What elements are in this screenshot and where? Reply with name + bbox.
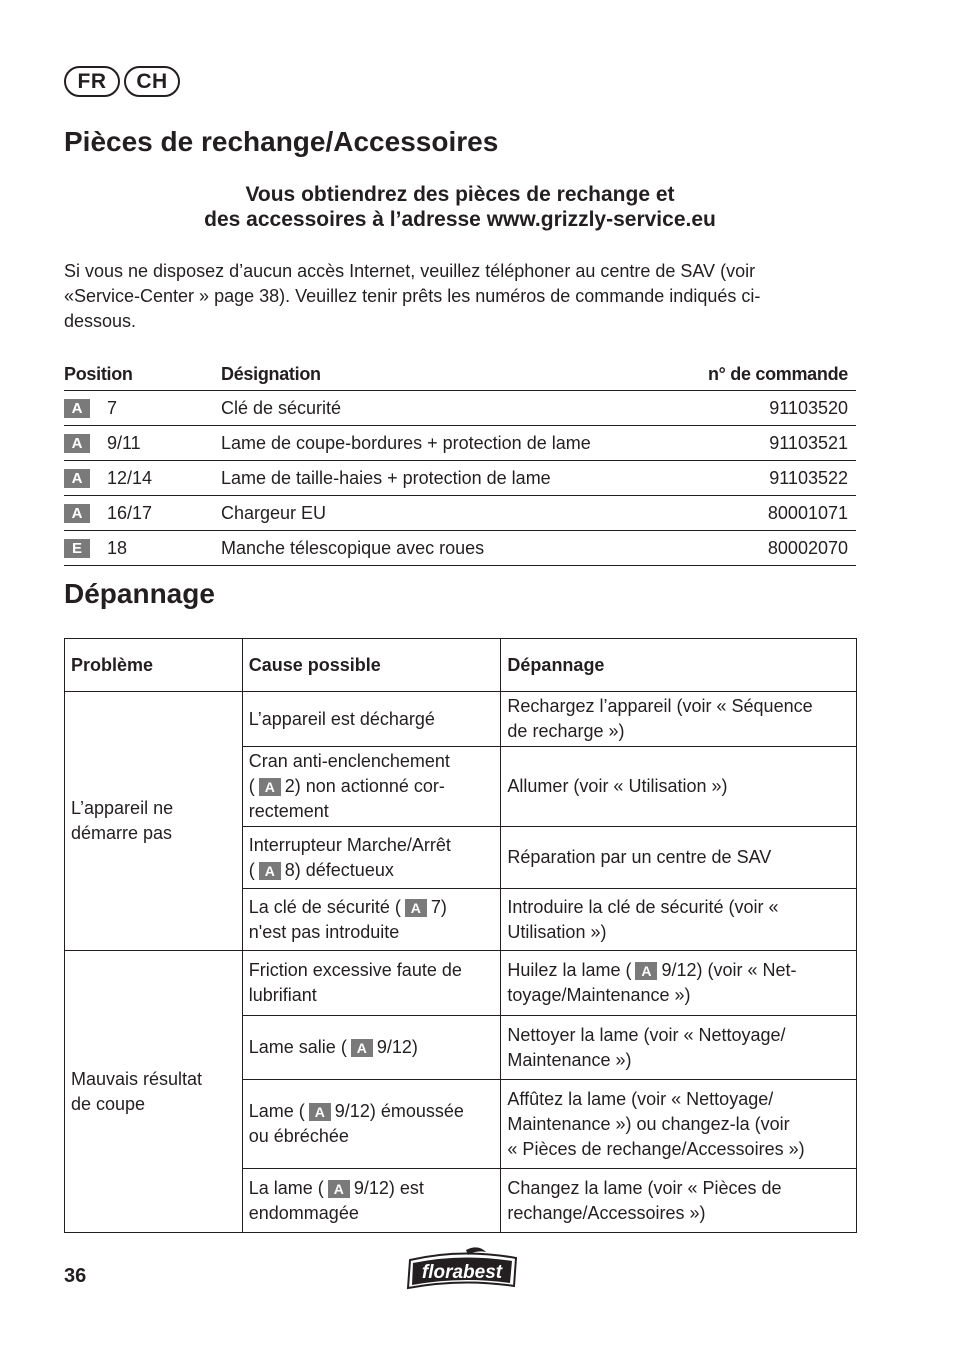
problem-line: Mauvais résultat [71, 1068, 203, 1089]
figure-tag: E [64, 539, 90, 558]
remedy-cell [501, 1016, 857, 1080]
cause-line: Interrupteur Marche/Arrêt [248, 834, 451, 855]
remedy-line: Rechargez l’appareil (voir « Séquence [507, 696, 813, 716]
figure-tag: A [309, 1103, 331, 1121]
parts-table [64, 358, 856, 566]
cause-line: Cran anti-enclenchement [248, 751, 450, 771]
lang-badge-ch: CH [124, 66, 180, 97]
page-number: 36 [64, 1265, 87, 1287]
header-problem: Problème [65, 639, 243, 692]
remedy-line: Maintenance ») ou changez-la (voir [507, 1113, 790, 1134]
troubleshooting-title: Dépannage [64, 578, 215, 609]
logo-text: florabest [421, 1262, 503, 1283]
problem-cell [65, 951, 243, 1233]
cause-line: La lame ( A 9/12) est [248, 1177, 424, 1198]
cause-line: La clé de sécurité ( A 7) [248, 896, 447, 917]
lang-badge-fr: FR [64, 66, 120, 97]
remedy-line: Allumer (voir « Utilisation ») [507, 776, 728, 796]
figure-tag: A [635, 962, 657, 980]
figure-tag: A [328, 1180, 350, 1198]
row-order-number: 91103522 [769, 467, 848, 488]
remedy-cell [501, 1169, 857, 1233]
cause-cell [242, 1016, 501, 1080]
table-row [65, 951, 857, 1016]
cause-line: Lame ( A 9/12) émoussée [248, 1101, 464, 1121]
figure-tag: A [64, 434, 90, 453]
remedy-line: Affûtez la lame (voir « Nettoyage/ [507, 1088, 774, 1109]
header-cause: Cause possible [242, 639, 501, 692]
row-position: 18 [107, 537, 128, 558]
figure-tag: A [259, 778, 281, 796]
row-position: 16/17 [107, 502, 153, 523]
cause-line: endommagée [248, 1202, 359, 1223]
figure-tag: A [259, 862, 281, 880]
parts-subtitle [64, 182, 856, 232]
remedy-cell [501, 889, 857, 951]
remedy-line: toyage/Maintenance ») [507, 985, 691, 1005]
remedy-line: Huilez la lame ( A 9/12) (voir « Net- [507, 960, 797, 980]
row-position: 12/14 [107, 467, 153, 488]
figure-tag: A [351, 1039, 373, 1057]
subtitle-line: Vous obtiendrez des pièces de rechange et [245, 183, 675, 206]
subtitle-line: des accessoires à l’adresse www.grizzly-service.eu [204, 208, 716, 231]
cause-cell [242, 1080, 501, 1169]
row-designation: Clé de sécurité [221, 397, 342, 418]
intro-line: «Service-Center » page 38). Veuillez tenir prêts les numéros de commande indiqués ci- [64, 286, 761, 306]
header-designation: Désignation [221, 363, 321, 384]
cause-line: L’appareil est déchargé [248, 708, 435, 729]
problem-line: L’appareil ne [71, 798, 174, 818]
intro-line: dessous. [64, 311, 137, 331]
cause-line: ( A 2) non actionné cor- [248, 776, 445, 796]
remedy-cell [501, 747, 857, 827]
table-row [64, 531, 856, 566]
table-row [64, 461, 856, 496]
problem-line: démarre pas [71, 823, 173, 843]
row-order-number: 91103521 [769, 432, 848, 453]
remedy-line: Changez la lame (voir « Pièces de [507, 1177, 782, 1198]
figure-tag: A [64, 469, 90, 488]
florabest-logo [406, 1246, 520, 1294]
cause-line: rectement [248, 801, 329, 821]
table-row [64, 496, 856, 531]
remedy-line: Maintenance ») [507, 1049, 632, 1070]
cause-line: n'est pas introduite [248, 921, 400, 942]
cause-line: ou ébréchée [248, 1126, 349, 1146]
cause-cell [242, 747, 501, 827]
table-row [65, 692, 857, 747]
problem-cell [65, 692, 243, 951]
cause-cell [242, 951, 501, 1016]
troubleshooting-table [64, 638, 857, 1233]
row-designation: Lame de coupe-bordures + protection de lame [221, 432, 591, 453]
cause-cell [242, 692, 501, 747]
figure-tag: A [405, 899, 427, 917]
cause-line: Lame salie ( A 9/12) [248, 1037, 418, 1057]
parts-intro-paragraph [64, 259, 856, 334]
remedy-line: rechange/Accessoires ») [507, 1202, 706, 1223]
table-row [64, 426, 856, 461]
cause-line: lubrifiant [248, 985, 317, 1005]
problem-line: de coupe [71, 1093, 146, 1114]
header-order-number: n° de commande [707, 363, 848, 384]
row-position: 7 [107, 397, 118, 418]
cause-cell [242, 827, 501, 889]
remedy-line: Introduire la clé de sécurité (voir « [507, 896, 779, 917]
row-position: 9/11 [107, 432, 141, 453]
row-designation: Manche télescopique avec roues [221, 537, 485, 558]
cause-cell [242, 1169, 501, 1233]
intro-line: Si vous ne disposez d’aucun accès Internet, veuillez téléphoner au centre de SAV (voir [64, 261, 756, 281]
row-designation: Chargeur EU [221, 502, 327, 523]
remedy-line: « Pièces de rechange/Accessoires ») [507, 1138, 805, 1159]
remedy-cell [501, 951, 857, 1016]
troubleshooting-header-row [65, 639, 857, 692]
figure-tag: A [64, 399, 90, 418]
cause-cell [242, 889, 501, 951]
cause-line: ( A 8) défectueux [248, 859, 394, 880]
remedy-line: Utilisation ») [507, 921, 607, 942]
remedy-cell [501, 1080, 857, 1169]
florabest-logo-graphic [406, 1246, 520, 1290]
row-order-number: 80002070 [767, 537, 848, 558]
header-position: Position [64, 363, 133, 384]
remedy-line: de recharge ») [507, 721, 625, 741]
remedy-cell [501, 692, 857, 747]
figure-tag: A [64, 504, 90, 523]
row-order-number: 91103520 [769, 397, 848, 418]
remedy-line: Réparation par un centre de SAV [507, 847, 772, 867]
row-designation: Lame de taille-haies + protection de lame [221, 467, 551, 488]
language-badges [64, 66, 180, 97]
remedy-cell [501, 827, 857, 889]
row-order-number: 80001071 [767, 502, 848, 523]
header-remedy: Dépannage [501, 639, 857, 692]
table-row [64, 391, 856, 426]
parts-table-header [64, 358, 856, 391]
cause-line: Friction excessive faute de [248, 960, 462, 980]
parts-section-title: Pièces de rechange/Accessoires [64, 126, 499, 157]
remedy-line: Nettoyer la lame (voir « Nettoyage/ [507, 1024, 786, 1045]
